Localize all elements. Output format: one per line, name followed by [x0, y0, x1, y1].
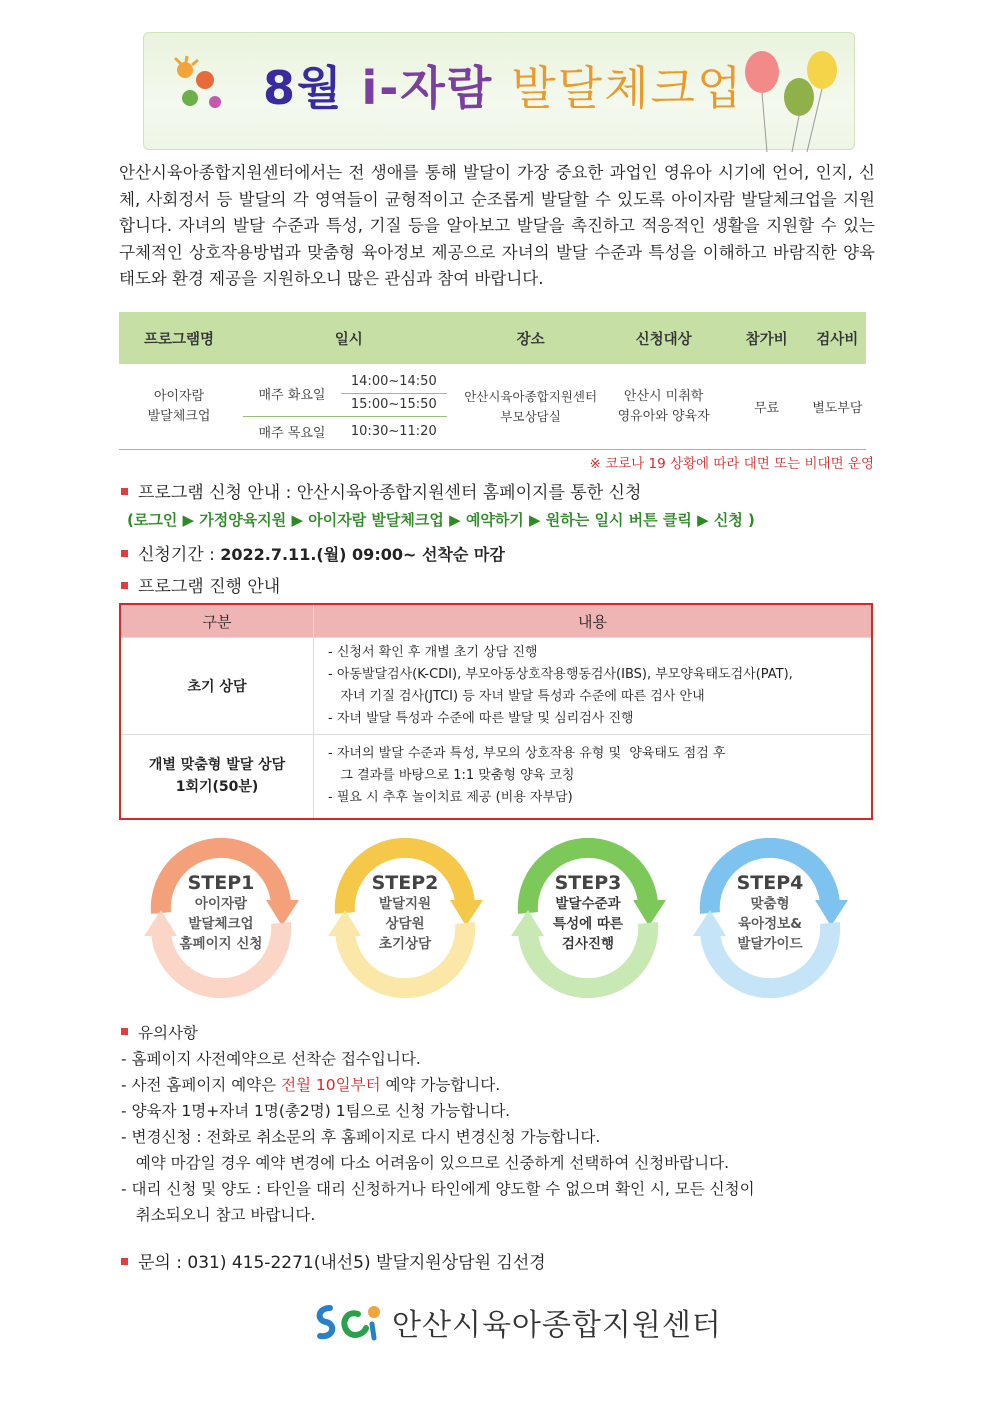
step-4: [690, 838, 850, 998]
schedule-day-thu: 매주 목요일: [258, 425, 326, 441]
step2-line3: 초기상담: [378, 936, 432, 952]
step1-line3: 홈페이지 신청: [179, 936, 263, 952]
note-item: - 양육자 1명+자녀 1명(총2명) 1팀으로 신청 가능합니다.: [121, 1102, 511, 1120]
banner-subtitle: 발달체크업: [511, 61, 744, 115]
schedule-day-tue: 매주 화요일: [258, 387, 326, 403]
schedule-program-l2: 발달체크업: [147, 408, 211, 424]
apply-guide-text: 프로그램 신청 안내 : 안산시육아종합지원센터 홈페이지를 통한 신청: [138, 483, 642, 503]
step4-line1: 맞춤형: [750, 896, 790, 912]
notes-title-text: 유의사항: [138, 1024, 198, 1042]
step1-line1: 아이자람: [194, 896, 248, 912]
step4-line2: 육아정보&: [738, 916, 802, 932]
bullet-icon: [121, 582, 128, 589]
step-2: [325, 838, 485, 998]
center-logo: [312, 1300, 722, 1344]
step1-title: STEP1: [187, 872, 255, 894]
step3-title: STEP3: [554, 872, 622, 894]
banner-title: [263, 52, 743, 118]
handprint-icon: [165, 50, 235, 120]
progress-header-row: [120, 604, 872, 638]
progress-row1-content: [314, 638, 873, 735]
intro-paragraph: 안산시육아종합지원센터에서는 전 생애를 통해 발달이 가장 중요한 과업인 영유아 시기에 언어, 인지, 신체, 사회정서 등 발달의 각 영역들이 균형적이고 순조롭게 발달할 수 있도록 아이자람 발달체크업을 지원합니다. 자녀의 발달 수준과 특성, 기질 등을 알아보고 발달을 촉진하고 적응적인 생활을 지원할 수 있는 구체적인 상호작용방법과 맞춤형 육아정보 제공으로 자녀의 발달 수준과 특성을 이해하고 바람직한 양육태도와 환경 제공을 지원하오니 많은 관심과 참여 바랍니다.: [119, 163, 875, 288]
schedule-table: [119, 312, 866, 450]
progress-row1-label: 초기 상담: [120, 638, 314, 735]
progress-table: [119, 603, 873, 820]
progress-row2-content: [314, 735, 873, 819]
note-item-text: - 사전 홈페이지 예약은: [121, 1076, 282, 1094]
apply-period-value: 2022.7.11.(월) 09:00~ 선착순 마감: [220, 545, 505, 564]
center-logo-icon: [312, 1300, 384, 1344]
schedule-target: [603, 364, 725, 450]
balloons-icon: [737, 42, 847, 152]
schedule-time-1: 14:00~14:50: [341, 371, 447, 394]
schedule-target-l1: 안산시 미취학: [623, 388, 704, 404]
step2-line1: 발달지원: [378, 896, 432, 912]
step2-title: STEP2: [371, 872, 439, 894]
contact-text: 문의 : 031) 415-2271(내선5) 발달지원상담원 김선경: [138, 1253, 546, 1273]
schedule-header-fee: 참가비: [725, 312, 809, 364]
center-logo-name: 안산시육아종합지원센터: [392, 1308, 722, 1343]
progress-row1-item: - 아동발달검사(K-CDI), 부모아동상호작용행동검사(IBS), 부모양육태도검사(PAT),: [328, 667, 793, 682]
contact-info: [121, 1248, 546, 1273]
progress-row2-item: - 필요 시 추후 놀이치료 제공 (비용 자부담): [328, 790, 573, 806]
banner-month: 8월: [263, 61, 344, 115]
bullet-icon: [121, 1258, 128, 1265]
progress-row1-item: - 신청서 확인 후 개별 초기 상담 진행: [328, 645, 538, 660]
progress-row1-item: - 자녀 발달 특성과 수준에 따른 발달 및 심리검사 진행: [328, 711, 634, 726]
schedule-header-testfee: 검사비: [809, 312, 866, 364]
note-item: - 대리 신청 및 양도 : 타인을 대리 신청하거나 타인에게 양도할 수 없으며 확인 시, 모든 신청이: [121, 1180, 755, 1198]
step3-line1: 발달수준과: [555, 896, 621, 912]
note-highlight: 전월 10일부터: [281, 1076, 381, 1094]
schedule-testfee: 별도부담: [812, 401, 863, 416]
note-item: - 변경신청 : 전화로 취소문의 후 홈페이지로 다시 변경신청 가능합니다.: [121, 1128, 601, 1146]
schedule-header-program: 프로그램명: [119, 312, 239, 364]
progress-header-category: 구분: [120, 604, 314, 638]
progress-row2-item: 그 결과를 바탕으로 1:1 맞춤형 양육 코칭: [328, 768, 575, 784]
progress-title: [121, 572, 280, 597]
step2-line2: 상담원: [385, 916, 425, 932]
step4-line3: 발달가이드: [737, 936, 803, 952]
progress-row1-item: 자녀 기질 검사(JTCI) 등 자녀 발달 특성과 수준에 따른 검사 안내: [328, 689, 705, 704]
schedule-datetime: [239, 364, 459, 450]
note-item-text: 예약 가능합니다.: [380, 1076, 501, 1094]
apply-period-label: 신청기간 :: [138, 545, 221, 565]
step4-title: STEP4: [736, 872, 804, 894]
schedule-place-l1: 안산시육아종합지원센터: [464, 388, 598, 404]
progress-row2-label: [120, 735, 314, 819]
schedule-target-l2: 영유아와 양육자: [617, 408, 710, 424]
schedule-row: [119, 364, 866, 450]
progress-row2-label-l2: 1회기(50분): [175, 779, 259, 796]
step1-line2: 발달체크업: [188, 916, 254, 932]
apply-guide: [121, 478, 641, 503]
note-item: [121, 1072, 755, 1098]
schedule-place: [459, 364, 603, 450]
note-item: 예약 마감일 경우 예약 변경에 다소 어려움이 있으므로 신중하게 선택하여 신청바랍니다.: [121, 1154, 730, 1172]
step3-line3: 검사진행: [561, 936, 615, 952]
bullet-icon: [121, 1028, 128, 1035]
progress-row2-label-l1: 개별 맞춤형 발달 상담: [148, 757, 286, 774]
schedule-place-l2: 부모상담실: [500, 408, 561, 424]
bullet-icon: [121, 550, 128, 557]
progress-title-text: 프로그램 진행 안내: [138, 577, 281, 597]
step-1: [141, 838, 301, 998]
progress-header-content: 내용: [314, 604, 873, 638]
note-item: 취소되오니 참고 바랍니다.: [121, 1206, 316, 1224]
bullet-icon: [121, 488, 128, 495]
note-item: - 홈페이지 사전예약으로 선착순 접수입니다.: [121, 1050, 421, 1068]
schedule-header-datetime: 일시: [239, 312, 459, 364]
apply-period: [121, 540, 505, 565]
schedule-time-3: 10:30~11:20: [350, 423, 437, 439]
notes-section: [121, 1020, 755, 1228]
schedule-time-2: 15:00~15:50: [350, 396, 437, 412]
apply-path: (로그인 ▶ 가정양육지원 ▶ 아이자람 발달체크업 ▶ 예약하기 ▶ 원하는 일시 버튼 클릭 ▶ 신청 ): [127, 511, 755, 529]
schedule-header-place: 장소: [459, 312, 603, 364]
step-3: [508, 838, 668, 998]
header-banner: [143, 32, 855, 150]
schedule-program-l1: 아이자람: [153, 388, 205, 404]
progress-row-initial: [120, 638, 872, 735]
notes-title: [121, 1020, 755, 1046]
schedule-fee: 무료: [754, 401, 780, 416]
corona-note: ※ 코로나 19 상황에 따라 대면 또는 비대면 운영: [589, 456, 874, 472]
progress-row2-item: - 자녀의 발달 수준과 특성, 부모의 상호작용 유형 및 양육태도 점검 후: [328, 746, 726, 762]
schedule-header-row: [119, 312, 866, 364]
banner-brand: i-자람: [361, 61, 494, 115]
schedule-program: [119, 364, 239, 450]
schedule-header-target: 신청대상: [603, 312, 725, 364]
step3-line2: 특성에 따른: [553, 916, 623, 932]
progress-row-counsel: [120, 735, 872, 819]
